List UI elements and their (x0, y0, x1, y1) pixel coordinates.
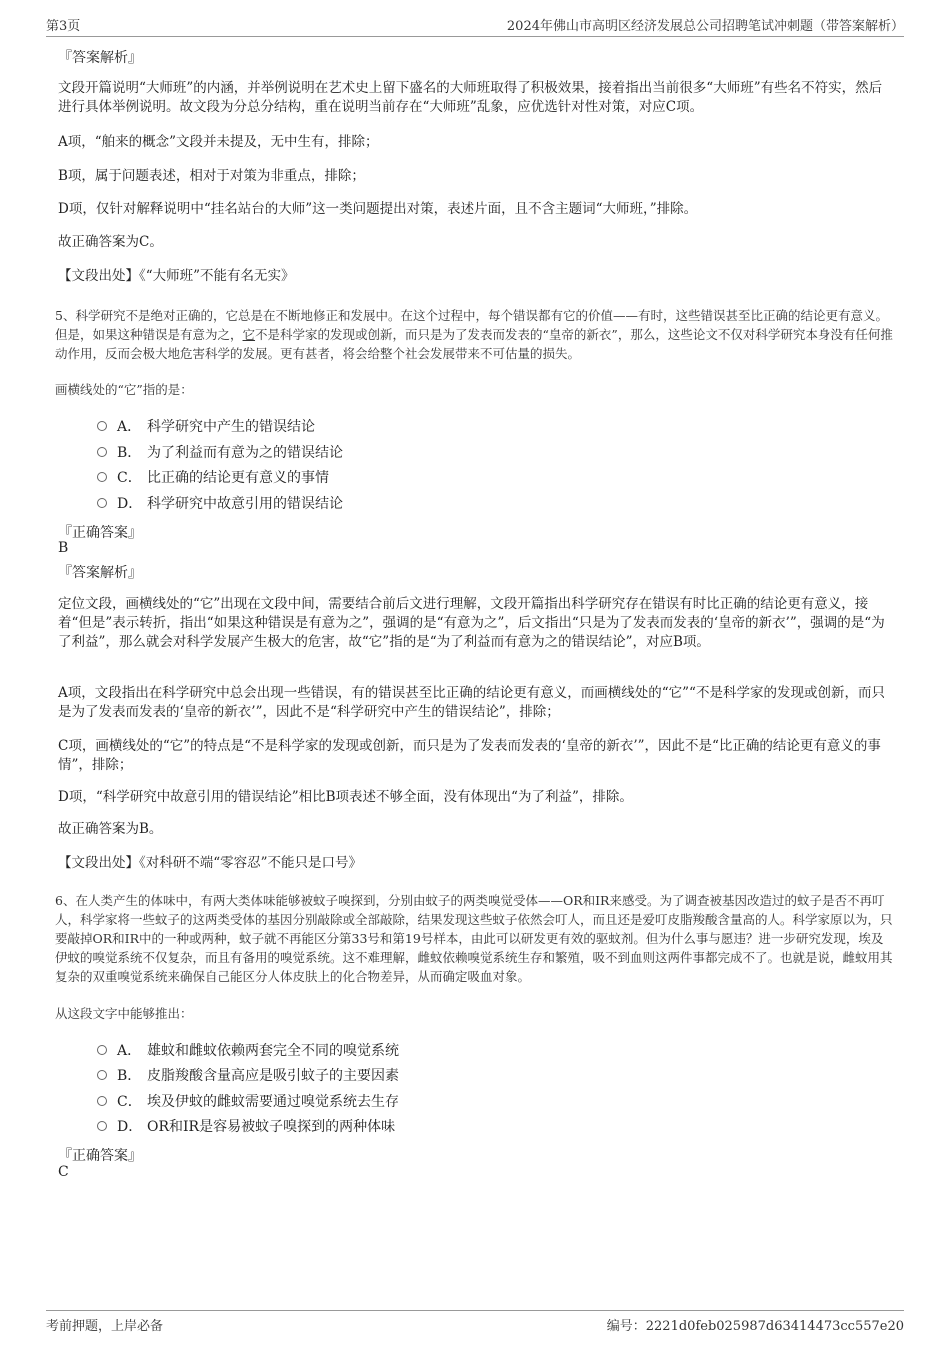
q5-analysis-option-a: A项，文段指出在科学研究中总会出现一些错误，有的错误甚至比正确的结论更有意义，而画横线处的“它”“不是科学家的发现或创新，而只是为了发表而发表的‘皇帝的新衣’”，因此不是“科学研究中产生的错误结论”，排除； (58, 685, 885, 720)
q4-analysis-label: 『答案解析』 (58, 50, 142, 66)
q5-option-b[interactable]: B． 为了利益而有意为之的错误结论 (97, 442, 343, 462)
radio-icon[interactable] (97, 472, 107, 482)
q6-option-c[interactable]: C． 埃及伊蚊的雌蚊需要通过嗅觉系统去生存 (97, 1091, 399, 1111)
document-title: 2024年佛山市高明区经济发展总公司招聘笔试冲刺题（带答案解析） (506, 19, 904, 34)
q4-source: 【文段出处】《“大师班”不能有名无实》 (58, 268, 295, 284)
q6-option-a[interactable]: A． 雄蚊和雌蚊依赖两套完全不同的嗅觉系统 (97, 1040, 399, 1060)
radio-icon[interactable] (97, 1096, 107, 1106)
q6-answer: C (58, 1164, 69, 1180)
radio-icon[interactable] (97, 447, 107, 457)
radio-icon[interactable] (97, 1070, 107, 1080)
q6-answer-label: 『正确答案』 (58, 1148, 142, 1164)
q6-option-b[interactable]: B． 皮脂羧酸含量高应是吸引蚊子的主要因素 (97, 1065, 399, 1085)
q5-underlined-word: 它 (242, 327, 256, 342)
q6-option-d[interactable]: D． OR和IR是容易被蚊子嗅探到的两种体味 (97, 1116, 395, 1136)
q6-stem: 6、在人类产生的体味中，有两大类体味能够被蚊子嗅探到，分别由蚊子的两类嗅觉受体——OR和IR来感受。为了调查被基因改造过的蚊子是否不再叮人，科学家将一些蚊子的这两类受体的基因分别敲除或全部敲除，结果发现这些蚊子依然会叮人，而且还是爱叮皮脂羧酸含量高的人。科学家原以为，只要敲掉OR和IR中的一种或两种，蚊子就不再能区分第33号和第19号样本，由此可以研发更有效的驱蚊剂。但为什么事与愿违？进一步研究发现，埃及伊蚊的嗅觉系统不仅复杂，而且有备用的嗅觉系统。这不难理解，雌蚊依赖嗅觉系统生存和繁殖，吸不到血则这两件事都完成不了。也就是说，雌蚊用其复杂的双重嗅觉系统来确保自己能区分人体皮肤上的化合物差异，从而确定吸血对象。 (55, 893, 893, 984)
q5-question: 画横线处的“它”指的是： (55, 382, 193, 397)
q5-answer-label: 『正确答案』 (58, 525, 142, 541)
radio-icon[interactable] (97, 1121, 107, 1131)
footer-slogan: 考前押题，上岸必备 (46, 1319, 164, 1334)
q4-conclusion: 故正确答案为C。 (58, 234, 163, 250)
q4-analysis-option-d: D项，仅针对解释说明中“挂名站台的大师”这一类问题提出对策，表述片面，且不含主题词“大师班，”排除。 (58, 201, 698, 217)
q5-option-a[interactable]: A． 科学研究中产生的错误结论 (97, 416, 315, 436)
q5-answer: B (58, 540, 69, 556)
radio-icon[interactable] (97, 498, 107, 508)
q5-stem: 5、科学研究不是绝对正确的，它总是在不断地修正和发展中。在这个过程中，每个错误都有它的价值——有时，这些错误甚至比正确的结论更有意义。但是，如果这种错误是有意为之，它不是科学家的发现或创新，而只是为了发表而发表的“皇帝的新衣”，那么，这些论文不仅对科学研究本身没有任何推动作用，反而会极大地危害科学的发展。更有甚者，将会给整个社会发展带来不可估量的损失。 (55, 308, 893, 361)
page-number: 第3页 (46, 19, 81, 34)
q6-question: 从这段文字中能够推出： (55, 1006, 193, 1021)
q4-analysis-option-a: A项，“舶来的概念”文段并未提及，无中生有，排除； (58, 134, 379, 150)
q5-conclusion: 故正确答案为B。 (58, 821, 163, 837)
radio-icon[interactable] (97, 421, 107, 431)
page-footer (46, 1310, 904, 1334)
q4-analysis-paragraph: 文段开篇说明“大师班”的内涵，并举例说明在艺术史上留下盛名的大师班取得了积极效果，接着指出当前很多“大师班”有些名不符实，然后进行具体举例说明。故文段为分总分结构，重在说明当前存在“大师班”乱象，应优选针对性对策，对应C项。 (58, 80, 883, 115)
q5-analysis-option-d: D项，“科学研究中故意引用的错误结论”相比B项表述不够全面，没有体现出“为了利益”，排除。 (58, 789, 633, 805)
page-header (46, 12, 904, 37)
q5-source: 【文段出处】《对科研不端“零容忍”不能只是口号》 (58, 855, 363, 871)
footer-serial: 编号：2221d0feb025987d63414473cc557e20 (606, 1319, 904, 1334)
q5-option-c[interactable]: C． 比正确的结论更有意义的事情 (97, 467, 329, 487)
q5-analysis-option-c: C项，画横线处的“它”的特点是“不是科学家的发现或创新，而只是为了发表而发表的‘皇帝的新衣’”，因此不是“比正确的结论更有意义的事情”，排除； (58, 738, 881, 773)
q4-analysis-option-b: B项，属于问题表述，相对于对策为非重点，排除； (58, 168, 365, 184)
q5-analysis-label: 『答案解析』 (58, 565, 142, 581)
q5-option-d[interactable]: D． 科学研究中故意引用的错误结论 (97, 493, 343, 513)
radio-icon[interactable] (97, 1045, 107, 1055)
q5-analysis-paragraph: 定位文段，画横线处的“它”出现在文段中间，需要结合前后文进行理解，文段开篇指出科学研究存在错误有时比正确的结论更有意义，接着“但是”表示转折，指出“如果这种错误是有意为之”，强调的是“有意为之”，后文指出“只是为了发表而发表的‘皇帝的新衣’”，强调的是“为了利益”，那么就会对科学发展产生极大的危害，故“它”指的是“为了利益而有意为之的错误结论”，对应B项。 (58, 596, 885, 650)
